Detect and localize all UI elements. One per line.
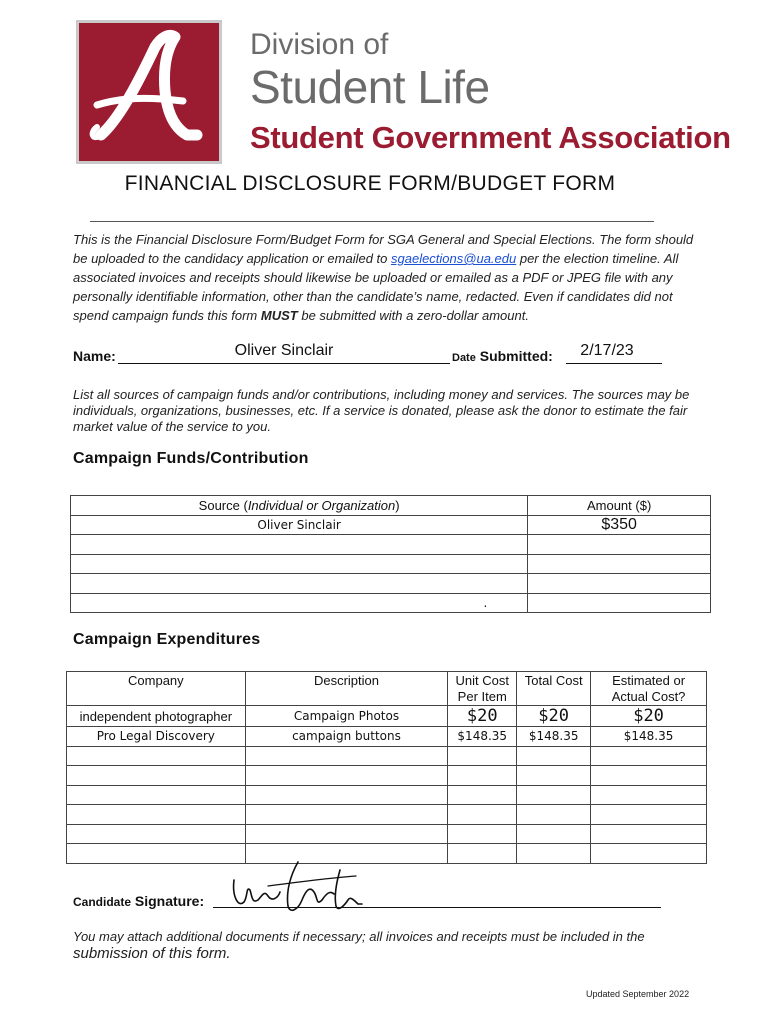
source-cell[interactable] <box>71 554 528 574</box>
funds-row <box>71 574 711 594</box>
estimated-cell[interactable] <box>591 746 707 766</box>
date-label-main: Submitted: <box>479 348 553 364</box>
date-field[interactable]: 2/17/23 <box>580 342 634 359</box>
col-estimated-1: Estimated or <box>612 673 686 688</box>
amount-cell[interactable] <box>528 593 711 613</box>
company-cell[interactable] <box>67 746 246 766</box>
expenditure-row <box>67 766 707 786</box>
total-cost-cell[interactable] <box>517 844 591 864</box>
total-cost-cell[interactable] <box>517 805 591 825</box>
total-cost-cell[interactable]: $148.35 <box>517 727 591 747</box>
estimated-cell[interactable] <box>591 844 707 864</box>
attach-note-line-2: submission of this form. <box>73 945 231 962</box>
description-cell[interactable]: campaign buttons <box>245 727 448 747</box>
company-cell[interactable] <box>67 824 246 844</box>
source-cell[interactable] <box>71 574 528 594</box>
expenditure-row <box>67 785 707 805</box>
signature-label-main: Signature: <box>134 893 205 909</box>
must-emphasis: MUST <box>260 308 298 323</box>
amount-cell[interactable] <box>528 554 711 574</box>
col-description: Description <box>245 672 448 706</box>
company-cell[interactable]: Pro Legal Discovery <box>67 727 246 747</box>
funds-header-row <box>71 496 711 516</box>
estimated-cell[interactable] <box>591 805 707 825</box>
name-underline <box>118 363 450 364</box>
col-source-c: ) <box>395 497 400 513</box>
funds-row <box>71 593 711 613</box>
ua-logo <box>76 20 222 164</box>
total-cost-cell[interactable]: $20 <box>517 706 591 727</box>
intro-text-1: This is the Financial Disclosure Form/Budget Form for SGA General and Special Elections. The form should be uploaded to the candidacy application or emailed to <box>73 232 694 266</box>
source-cell[interactable]: . <box>71 593 528 613</box>
form-title: FINANCIAL DISCLOSURE FORM/BUDGET FORM <box>124 172 616 195</box>
description-cell[interactable] <box>245 746 448 766</box>
col-total-cost: Total Cost <box>517 672 591 706</box>
expenditure-row <box>67 844 707 864</box>
attach-note <box>73 928 713 962</box>
estimated-cell[interactable]: $148.35 <box>591 727 707 747</box>
amount-cell[interactable] <box>528 535 711 555</box>
col-unit-cost-2: Per Item <box>457 689 507 704</box>
unit-cost-cell[interactable] <box>448 746 517 766</box>
unit-cost-cell[interactable] <box>448 824 517 844</box>
expenditure-row <box>67 805 707 825</box>
email-link[interactable]: sgaelections@ua.edu <box>391 251 517 266</box>
description-cell[interactable] <box>245 785 448 805</box>
attach-note-line-1: You may attach additional documents if necessary; all invoices and receipts must be included in the <box>73 929 645 944</box>
signature-label <box>73 893 204 909</box>
intro-text-3: be submitted with a zero-dollar amount. <box>297 308 529 323</box>
description-cell[interactable] <box>245 766 448 786</box>
col-source <box>71 496 528 516</box>
col-unit-cost-1: Unit Cost <box>455 673 509 688</box>
unit-cost-cell[interactable]: $148.35 <box>448 727 517 747</box>
estimated-cell[interactable] <box>591 785 707 805</box>
unit-cost-cell[interactable] <box>448 844 517 864</box>
col-amount: Amount ($) <box>528 496 711 516</box>
sources-note: List all sources of campaign funds and/or contributions, including money and services. The sources may be individuals, organizations, businesses, etc. If a service is donated, please ask the donor to estimate the fair market value of the service to you. <box>73 387 690 434</box>
title-divider <box>90 221 654 222</box>
total-cost-cell[interactable] <box>517 766 591 786</box>
col-company: Company <box>67 672 246 706</box>
total-cost-cell[interactable] <box>517 785 591 805</box>
estimated-cell[interactable] <box>591 766 707 786</box>
intro-paragraph <box>73 230 703 325</box>
student-life-text: Student Life <box>250 61 490 113</box>
estimated-cell[interactable]: $20 <box>591 706 707 727</box>
expenditure-row <box>67 824 707 844</box>
funds-row <box>71 535 711 555</box>
date-underline <box>566 363 662 364</box>
funds-row <box>71 554 711 574</box>
unit-cost-cell[interactable] <box>448 805 517 825</box>
funds-table <box>70 495 711 613</box>
script-a-logo-icon <box>79 23 219 161</box>
description-cell[interactable] <box>245 805 448 825</box>
expenditure-row <box>67 727 707 747</box>
name-field[interactable]: Oliver Sinclair <box>234 342 334 359</box>
funds-heading: Campaign Funds/Contribution <box>73 450 309 467</box>
expenditure-row <box>67 706 707 727</box>
intro-text-2: per the election timeline. All associated invoices and receipts should likewise be uploaded or emailed as a PDF or JPEG file with any personally identifiable information, other than the candidate’s name, redacted. Even if candidates did not spend campaign funds this form <box>73 251 679 323</box>
col-source-b: Individual or Organization <box>247 497 396 513</box>
date-label <box>452 348 553 364</box>
estimated-cell[interactable] <box>591 824 707 844</box>
source-cell[interactable] <box>71 535 528 555</box>
col-unit-cost <box>448 672 517 706</box>
unit-cost-cell[interactable] <box>448 766 517 786</box>
expenditures-header-row <box>67 672 707 706</box>
company-cell[interactable] <box>67 785 246 805</box>
company-cell[interactable] <box>67 805 246 825</box>
source-cell[interactable]: Oliver Sinclair <box>71 515 528 535</box>
company-cell[interactable]: independent photographer <box>67 706 246 727</box>
unit-cost-cell[interactable] <box>448 785 517 805</box>
amount-cell[interactable]: $350 <box>528 515 711 535</box>
expenditures-table <box>66 671 707 864</box>
division-of-text: Division of <box>250 28 389 61</box>
expenditures-heading: Campaign Expenditures <box>73 631 261 648</box>
total-cost-cell[interactable] <box>517 746 591 766</box>
signature-label-small: Candidate <box>73 895 132 909</box>
description-cell[interactable] <box>245 824 448 844</box>
date-label-small: Date <box>452 352 476 364</box>
col-estimated <box>591 672 707 706</box>
col-estimated-2: Actual Cost? <box>611 689 686 704</box>
col-source-a: Source ( <box>198 497 248 513</box>
name-label: Name: <box>73 348 116 364</box>
amount-cell[interactable] <box>528 574 711 594</box>
total-cost-cell[interactable] <box>517 824 591 844</box>
updated-date: Updated September 2022 <box>586 989 690 999</box>
company-cell[interactable] <box>67 766 246 786</box>
signature-underline <box>213 907 661 908</box>
company-cell[interactable] <box>67 844 246 864</box>
unit-cost-cell[interactable]: $20 <box>448 706 517 727</box>
funds-row <box>71 515 711 535</box>
sga-name-text: Student Government Association <box>250 120 731 155</box>
description-cell[interactable]: Campaign Photos <box>245 706 448 727</box>
expenditure-row <box>67 746 707 766</box>
